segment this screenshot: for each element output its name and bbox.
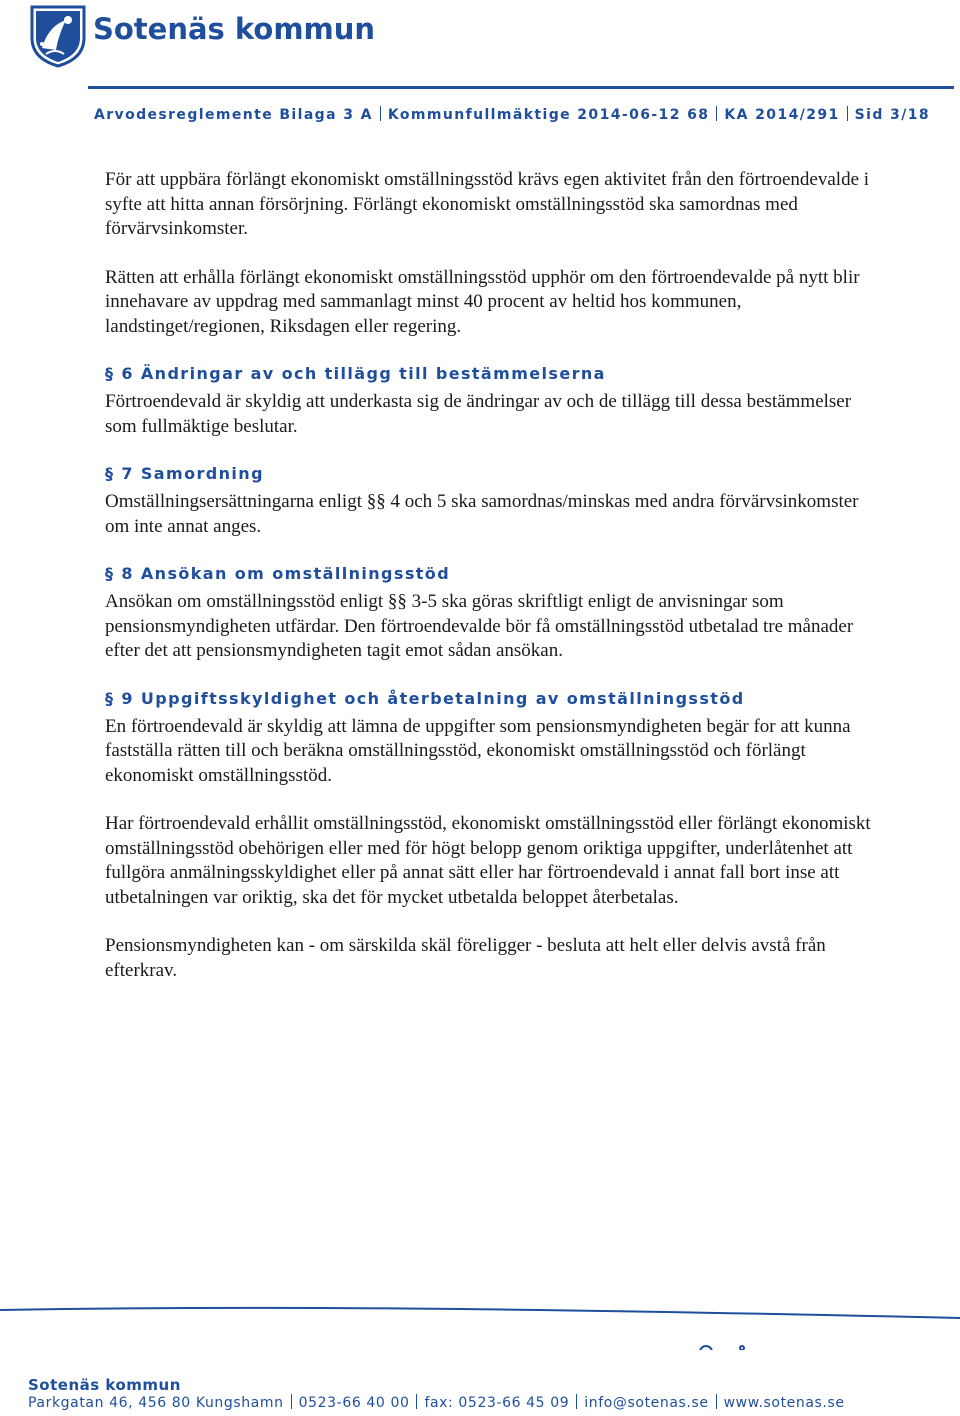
section-heading-7: § 7 Samordning (105, 464, 264, 483)
paragraph: Omställningsersättningarna enligt §§ 4 och 5 ska samordnas/minskas med andra förvärvsinkomster om inte annat anges. (105, 491, 859, 537)
doc-title: Arvodesreglemente Bilaga 3 A (94, 107, 373, 123)
header-rule (88, 86, 954, 89)
paragraph: Rätten att erhålla förlängt ekonomiskt omställningsstöd upphör om den förtroendevalde på nytt blir innehavare av uppdrag med sammanlagt minst 40 procent av heltid hos kommunen, landstinget/regionen, Riksdagen eller regering. (105, 266, 860, 337)
paragraph: Ansökan om omställningsstöd enligt §§ 3-5 ska göras skriftligt enligt de anvisningar som pensionsmyndigheten utfärdar. Den förtroendevalde bör få omställningsstöd utbetalad tre månader efter det att pensionsmyndigheten tagit emot sådan ansökan. (105, 591, 854, 661)
section-heading-6: § 6 Ändringar av och tillägg till bestämmelserna (105, 364, 606, 383)
sotenas-coat-of-arms-logo (28, 4, 88, 68)
case-number: KA 2014/291 (724, 107, 840, 123)
paragraph: Förtroendevald är skyldig att underkasta sig de ändringar av och de tillägg till dessa bestämmelser som fullmäktige beslutar. (105, 391, 852, 437)
paragraph: För att uppbära förlängt ekonomiskt omställningsstöd krävs egen aktivitet från den förtroendevalde i syfte att hitta annan försörjning. Förlängt ekonomiskt omställningsstöd ska samordnas med förvärvsinkomster. (105, 169, 870, 239)
document-body (105, 168, 875, 1007)
meeting-ref: Kommunfullmäktige 2014-06-12 68 (387, 107, 710, 123)
footer-address: Parkgatan 46, 456 80 Kungshamn (28, 1395, 284, 1411)
footer-organization: Sotenäs kommun (28, 1376, 181, 1394)
footer-email[interactable]: info@sotenas.se (584, 1395, 709, 1411)
footer-website[interactable]: www.sotenas.se (723, 1395, 845, 1411)
paragraph: Pensionsmyndigheten kan - om särskilda skäl föreligger - besluta att helt eller delvis avstå från efterkrav. (105, 935, 826, 981)
section-heading-9: § 9 Uppgiftsskyldighet och återbetalning av omställningsstöd (105, 688, 745, 708)
footer-fax: fax: 0523-66 45 09 (424, 1395, 570, 1411)
document-meta (94, 106, 930, 123)
page-number: Sid 3/18 (854, 107, 930, 123)
section-heading-8: § 8 Ansökan om omställningsstöd (105, 564, 451, 583)
footer-wave-decoration (0, 1290, 960, 1350)
footer-phone: 0523-66 40 00 (298, 1395, 410, 1411)
brand-name: Sotenäs kommun (93, 12, 376, 46)
footer-contact (28, 1394, 845, 1411)
paragraph: Har förtroendevald erhållit omställningsstöd, ekonomiskt omställningsstöd eller förlängt ekonomiskt omställningsstöd obehörigen eller med för högt belopp genom oriktiga uppgifter, underlåtenhet att fullgöra anmälningsskyldighet eller på annat sätt eller har förtroendevald i annat fall bort inse att utbetalningen var oriktig, ska det för mycket utbetalda beloppet återbetalas. (105, 813, 871, 908)
paragraph: En förtroendevald är skyldig att lämna de uppgifter som pensionsmyndigheten begär for att kunna fastställa rätten till och beräkna omställningsstöd, ekonomiskt omställningsstöd och förlängt ekonomiskt omställningsstöd. (105, 715, 851, 786)
